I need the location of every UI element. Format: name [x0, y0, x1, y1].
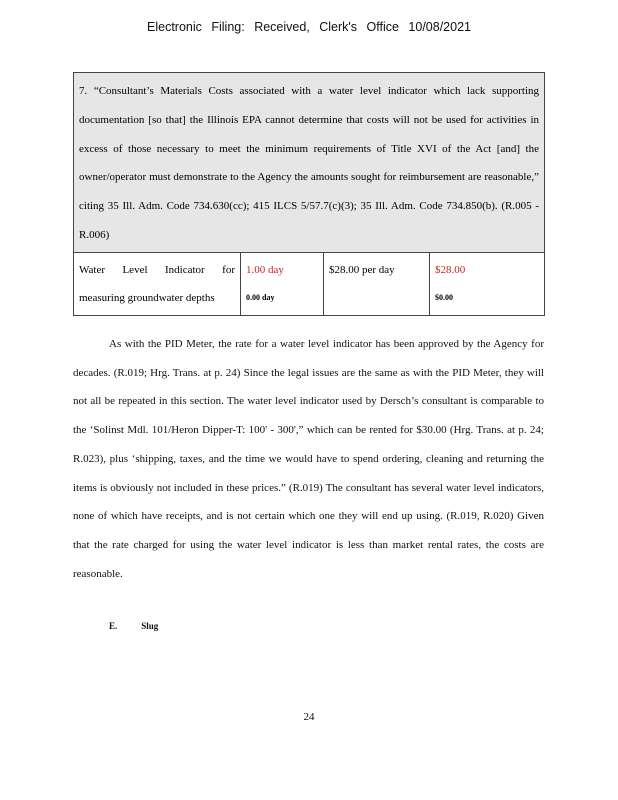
line-item-row [74, 252, 545, 315]
item-description: Water Level Indicator for measuring groundwater depths [74, 252, 241, 315]
item-amount-cell [430, 252, 545, 315]
section-heading [109, 621, 158, 631]
body-text [73, 330, 544, 588]
quantity-approved: 0.00 day [246, 292, 275, 302]
quantity-requested: 1.00 day [246, 263, 284, 276]
cost-table [73, 72, 545, 316]
page-number: 24 [303, 711, 315, 723]
filing-header: Electronic Filing: Received, Clerk's Office 10/08/2021 [147, 20, 471, 34]
section-letter: E. [109, 621, 118, 631]
claim-row [74, 73, 545, 253]
cost-table-container [73, 72, 545, 304]
amount-approved: $0.00 [435, 292, 453, 302]
section-title: Slug [141, 621, 159, 631]
amount-requested: $28.00 [435, 263, 466, 276]
claim-cell: 7. “Consultant’s Materials Costs associated with a water level indicator which lack supporting documentation [so that] the Illinois EPA cannot determine that costs will not be used for activities in excess of those necessary to meet the minimum requirements of Title XVI of the Act [and] the owner/operator must demonstrate to the Agency the amounts sought for reimbursement are reasonable,” citing 35 Ill. Adm. Code 734.630(cc); 415 ILCS 5/57.7(c)(3); 35 Ill. Adm. Code 734.850(b). (R.005 - R.006) [74, 73, 545, 253]
item-rate: $28.00 per day [324, 252, 430, 315]
item-quantity-cell [241, 252, 324, 315]
body-paragraph: As with the PID Meter, the rate for a water level indicator has been approved by the Agency for decades. (R.019; Hrg. Trans. at p. 24) Since the legal issues are the same as with the PID Meter, they will not all be repeated in this section. The water level indicator used by Dersch’s consultant is comparable to the ‘Solinst Mdl. 101/Heron Dipper-T: 100' - 300',” which can be rented for $30.00 (Hrg. Trans. at p. 24; R.023), plus ‘shipping, taxes, and the time we would have to spend ordering, cleaning and returning the items is obviously not included in these prices.” (R.019) The consultant has several water level indicators, none of which have receipts, and is not certain which one they will end up using. (R.019, R.020) Given that the rate charged for using the water level indicator is less than market rental rates, the costs are reasonable. [73, 338, 544, 580]
